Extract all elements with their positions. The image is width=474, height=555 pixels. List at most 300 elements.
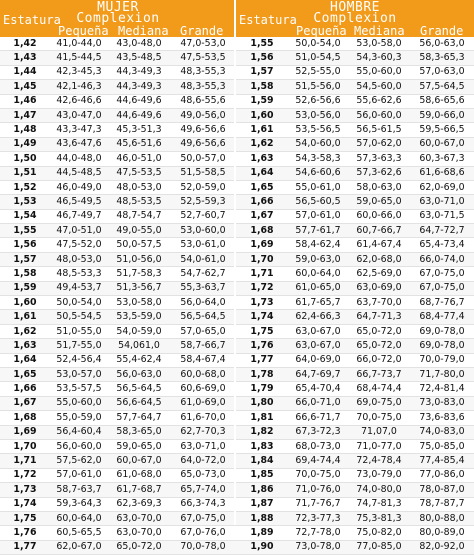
pequena-cell: 61,7-65,7 [288, 296, 348, 310]
mediana-cell: 63,7-70,0 [348, 296, 410, 310]
pequena-cell: 54,0-60,0 [288, 137, 348, 151]
mediana-cell: 48,5-53,5 [108, 195, 170, 209]
grande-cell: 49,6-56,6 [170, 137, 236, 151]
pequena-cell: 72,3-77,3 [288, 511, 348, 525]
estatura-cell: 1,87 [236, 497, 288, 511]
pequena-cell: 67,3-72,3 [288, 425, 348, 439]
estatura-cell: 1,73 [0, 483, 50, 497]
mediana-cell: 43,0-48,0 [108, 37, 170, 51]
table-row [236, 526, 474, 540]
estatura-cell: 1,65 [236, 180, 288, 194]
grande-cell: 67,0-75,0 [170, 511, 236, 525]
mujer-mediana-header: Mediana [118, 24, 169, 38]
mediana-cell: 71,0-77,0 [348, 439, 410, 453]
grande-cell: 67,0-75,0 [410, 267, 474, 281]
table-row [236, 296, 474, 310]
grande-cell: 55,3-63,7 [170, 281, 236, 295]
mediana-cell: 54,5-60,0 [348, 80, 410, 94]
table-row [0, 439, 236, 453]
estatura-cell: 1,45 [0, 80, 50, 94]
hombre-table [236, 37, 474, 555]
mediana-cell: 44,6-49,6 [108, 94, 170, 108]
grande-cell: 58,3-65,3 [410, 51, 474, 65]
mediana-cell: 55,0-60,0 [348, 65, 410, 79]
table-row [236, 51, 474, 65]
pequena-cell: 51,7-55,0 [50, 339, 108, 353]
estatura-cell: 1,80 [236, 396, 288, 410]
grande-cell: 64,0-72,0 [170, 454, 236, 468]
estatura-cell: 1,85 [236, 468, 288, 482]
mediana-cell: 63,0-70,0 [108, 511, 170, 525]
mediana-cell: 62,5-69,0 [348, 267, 410, 281]
table-row [236, 238, 474, 252]
table-row [236, 540, 474, 554]
mediana-cell: 44,6-49,6 [108, 108, 170, 122]
table-row [0, 425, 236, 439]
estatura-cell: 1,59 [236, 94, 288, 108]
estatura-cell: 1,61 [236, 123, 288, 137]
pequena-cell: 53,5-56,5 [288, 123, 348, 137]
estatura-cell: 1,64 [0, 353, 50, 367]
grande-cell: 65,4-73,4 [410, 238, 474, 252]
table-row [236, 339, 474, 353]
estatura-cell: 1,58 [0, 267, 50, 281]
grande-cell: 50,0-57,0 [170, 152, 236, 166]
estatura-cell: 1,48 [0, 123, 50, 137]
estatura-cell: 1,67 [0, 396, 50, 410]
table-row [0, 483, 236, 497]
mediana-cell: 55,6-62,6 [348, 94, 410, 108]
grande-cell: 68,4-77,4 [410, 310, 474, 324]
mediana-cell: 54,061,0 [108, 339, 170, 353]
table-row [0, 108, 236, 122]
table-row [0, 238, 236, 252]
table-row [236, 80, 474, 94]
pequena-cell: 43,6-47,6 [50, 137, 108, 151]
grande-cell: 77,4-85,4 [410, 454, 474, 468]
grande-cell: 73,6-83,6 [410, 411, 474, 425]
table-row [236, 224, 474, 238]
mediana-cell: 59,0-65,0 [348, 195, 410, 209]
mediana-cell: 45,6-51,6 [108, 137, 170, 151]
grande-cell: 51,5-58,5 [170, 166, 236, 180]
table-row [236, 281, 474, 295]
pequena-cell: 57,0-61,0 [288, 209, 348, 223]
grande-cell: 53,0-61,0 [170, 238, 236, 252]
table-row [0, 497, 236, 511]
mediana-cell: 51,3-56,7 [108, 281, 170, 295]
hombre-pequena-header: Pequeña [296, 24, 347, 38]
estatura-cell: 1,63 [0, 339, 50, 353]
mediana-cell: 58,3-65,0 [108, 425, 170, 439]
pequena-cell: 61,0-65,0 [288, 281, 348, 295]
grande-cell: 49,0-56,0 [170, 108, 236, 122]
pequena-cell: 50,0-54,0 [288, 37, 348, 51]
mediana-cell: 57,3-63,3 [348, 152, 410, 166]
table-row [0, 209, 236, 223]
mediana-cell: 72,4-78,4 [348, 454, 410, 468]
grande-cell: 56,0-64,0 [170, 296, 236, 310]
table-row [0, 195, 236, 209]
grande-cell: 74,0-83,0 [410, 425, 474, 439]
estatura-cell: 1,47 [0, 108, 50, 122]
grande-cell: 54,7-62,7 [170, 267, 236, 281]
estatura-cell: 1,50 [0, 152, 50, 166]
table-row [236, 382, 474, 396]
estatura-cell: 1,64 [236, 166, 288, 180]
table-row [0, 180, 236, 194]
mujer-section [0, 0, 236, 555]
grande-cell: 52,5-59,3 [170, 195, 236, 209]
pequena-cell: 50,0-54,0 [50, 296, 108, 310]
table-row [0, 411, 236, 425]
estatura-cell: 1,42 [0, 37, 50, 51]
table-row [0, 123, 236, 137]
mediana-cell: 44,3-49,3 [108, 65, 170, 79]
pequena-cell: 58,7-63,7 [50, 483, 108, 497]
pequena-cell: 42,1-46,3 [50, 80, 108, 94]
grande-cell: 72,4-81,4 [410, 382, 474, 396]
table-row [0, 252, 236, 266]
table-row [236, 195, 474, 209]
pequena-cell: 49,4-53,7 [50, 281, 108, 295]
estatura-cell: 1,54 [0, 209, 50, 223]
estatura-cell: 1,71 [236, 267, 288, 281]
mujer-grande-header: Grande [180, 24, 224, 38]
mediana-cell: 56,6-64,5 [108, 396, 170, 410]
table-row [0, 324, 236, 338]
table-row [0, 166, 236, 180]
mediana-cell: 60,7-66,7 [348, 224, 410, 238]
estatura-cell: 1,77 [236, 353, 288, 367]
table-row [236, 267, 474, 281]
grande-cell: 48,3-55,3 [170, 65, 236, 79]
pequena-cell: 69,4-74,4 [288, 454, 348, 468]
grande-cell: 56,5-64,5 [170, 310, 236, 324]
grande-cell: 54,0-61,0 [170, 252, 236, 266]
pequena-cell: 70,0-75,0 [288, 468, 348, 482]
table-row [0, 137, 236, 151]
table-row [0, 353, 236, 367]
mediana-cell: 68,4-74,4 [348, 382, 410, 396]
hombre-estatura-header: Estatura [239, 13, 297, 27]
mediana-cell: 71,07,0 [348, 425, 410, 439]
estatura-cell: 1,69 [0, 425, 50, 439]
pequena-cell: 44,5-48,5 [50, 166, 108, 180]
table-row [236, 137, 474, 151]
grande-cell: 68,7-76,7 [410, 296, 474, 310]
grande-cell: 60,3-67,3 [410, 152, 474, 166]
pequena-cell: 42,6-46,6 [50, 94, 108, 108]
estatura-cell: 1,65 [0, 367, 50, 381]
estatura-cell: 1,70 [236, 252, 288, 266]
pequena-cell: 60,0-64,0 [50, 511, 108, 525]
estatura-cell: 1,74 [236, 310, 288, 324]
hombre-section [236, 0, 474, 555]
table-row [0, 51, 236, 65]
pequena-cell: 62,4-66,3 [288, 310, 348, 324]
mediana-cell: 74,7-81,3 [348, 497, 410, 511]
estatura-cell: 1,68 [0, 411, 50, 425]
pequena-cell: 56,4-60,4 [50, 425, 108, 439]
grande-cell: 66,3-74,3 [170, 497, 236, 511]
mediana-cell: 48,0-53,0 [108, 180, 170, 194]
mediana-cell: 69,0-75,0 [348, 396, 410, 410]
grande-cell: 70,0-78,0 [170, 540, 236, 554]
grande-cell: 58,7-66,7 [170, 339, 236, 353]
table-row [0, 296, 236, 310]
grande-cell: 64,7-72,7 [410, 224, 474, 238]
mediana-cell: 63,0-69,0 [348, 281, 410, 295]
table-row [236, 94, 474, 108]
grande-cell: 71,7-80,0 [410, 367, 474, 381]
estatura-cell: 1,76 [0, 526, 50, 540]
grande-cell: 63,0-71,0 [170, 439, 236, 453]
pequena-cell: 43,0-47,0 [50, 108, 108, 122]
grande-cell: 57,0-63,0 [410, 65, 474, 79]
pequena-cell: 73,0-78,0 [288, 540, 348, 554]
pequena-cell: 51,5-56,0 [288, 80, 348, 94]
grande-cell: 59,5-66,5 [410, 123, 474, 137]
hombre-header [236, 0, 474, 37]
mediana-cell: 65,0-72,0 [348, 339, 410, 353]
mediana-cell: 43,5-48,5 [108, 51, 170, 65]
grande-cell: 60,0-67,0 [410, 137, 474, 151]
table-row [236, 108, 474, 122]
mediana-cell: 77,0-85,0 [348, 540, 410, 554]
table-row [0, 396, 236, 410]
estatura-cell: 1,44 [0, 65, 50, 79]
table-row [0, 454, 236, 468]
mediana-cell: 64,7-71,3 [348, 310, 410, 324]
estatura-cell: 1,86 [236, 483, 288, 497]
mediana-cell: 49,0-55,0 [108, 224, 170, 238]
pequena-cell: 72,7-78,0 [288, 526, 348, 540]
mediana-cell: 58,0-63,0 [348, 180, 410, 194]
mediana-cell: 56,5-64,5 [108, 382, 170, 396]
table-row [0, 339, 236, 353]
table-row [236, 324, 474, 338]
pequena-cell: 57,0-61,0 [50, 468, 108, 482]
mediana-cell: 54,0-59,0 [108, 324, 170, 338]
mediana-cell: 57,7-64,7 [108, 411, 170, 425]
mediana-cell: 57,3-62,6 [348, 166, 410, 180]
mediana-cell: 62,3-69,3 [108, 497, 170, 511]
estatura-cell: 1,75 [0, 511, 50, 525]
grande-cell: 69,0-78,0 [410, 324, 474, 338]
table-row [0, 310, 236, 324]
estatura-cell: 1,57 [0, 252, 50, 266]
pequena-cell: 55,0-61,0 [288, 180, 348, 194]
table-row [0, 267, 236, 281]
mediana-cell: 56,5-61,5 [348, 123, 410, 137]
mujer-pequena-header: Pequeña [58, 24, 109, 38]
estatura-cell: 1,77 [0, 540, 50, 554]
grande-cell: 75,0-85,0 [410, 439, 474, 453]
pequena-cell: 43,3-47,3 [50, 123, 108, 137]
mediana-cell: 51,7-58,3 [108, 267, 170, 281]
grande-cell: 57,0-65,0 [170, 324, 236, 338]
grande-cell: 57,5-64,5 [410, 80, 474, 94]
table-row [236, 439, 474, 453]
estatura-cell: 1,75 [236, 324, 288, 338]
hombre-grande-header: Grande [420, 24, 464, 38]
estatura-cell: 1,89 [236, 526, 288, 540]
grande-cell: 52,7-60,7 [170, 209, 236, 223]
grande-cell: 80,0-88,0 [410, 511, 474, 525]
mediana-cell: 53,5-59,0 [108, 310, 170, 324]
estatura-cell: 1,70 [0, 439, 50, 453]
pequena-cell: 68,0-73,0 [288, 439, 348, 453]
pequena-cell: 50,5-54,5 [50, 310, 108, 324]
estatura-cell: 1,82 [236, 425, 288, 439]
mediana-cell: 63,0-70,0 [108, 526, 170, 540]
grande-cell: 60,6-69,0 [170, 382, 236, 396]
mediana-cell: 50,0-57,5 [108, 238, 170, 252]
table-row [0, 382, 236, 396]
grande-cell: 62,0-69,0 [410, 180, 474, 194]
estatura-cell: 1,58 [236, 80, 288, 94]
estatura-cell: 1,63 [236, 152, 288, 166]
table-row [236, 497, 474, 511]
grande-cell: 48,3-55,3 [170, 80, 236, 94]
estatura-cell: 1,60 [0, 296, 50, 310]
table-row [236, 411, 474, 425]
pequena-cell: 48,0-53,0 [50, 252, 108, 266]
pequena-cell: 44,0-48,0 [50, 152, 108, 166]
estatura-cell: 1,73 [236, 296, 288, 310]
mediana-cell: 65,0-72,0 [348, 324, 410, 338]
grande-cell: 58,4-67,4 [170, 353, 236, 367]
mediana-cell: 70,0-75,0 [348, 411, 410, 425]
table-row [0, 37, 236, 51]
table-row [0, 526, 236, 540]
mujer-header [0, 0, 236, 37]
mediana-cell: 62,0-68,0 [348, 252, 410, 266]
estatura-cell: 1,55 [0, 224, 50, 238]
estatura-cell: 1,56 [236, 51, 288, 65]
estatura-cell: 1,83 [236, 439, 288, 453]
mujer-estatura-header: Estatura [3, 13, 61, 27]
table-row [236, 468, 474, 482]
estatura-cell: 1,56 [0, 238, 50, 252]
mediana-cell: 60,0-66,0 [348, 209, 410, 223]
mediana-cell: 44,3-49,3 [108, 80, 170, 94]
estatura-cell: 1,71 [0, 454, 50, 468]
mediana-cell: 65,0-72,0 [108, 540, 170, 554]
grande-cell: 59,0-66,0 [410, 108, 474, 122]
grande-cell: 65,7-74,0 [170, 483, 236, 497]
grande-cell: 66,0-74,0 [410, 252, 474, 266]
pequena-cell: 55,0-60,0 [50, 396, 108, 410]
pequena-cell: 66,0-71,0 [288, 396, 348, 410]
pequena-cell: 64,0-69,0 [288, 353, 348, 367]
mujer-complexion-label: Complexion [76, 11, 160, 26]
grande-cell: 58,6-65,6 [410, 94, 474, 108]
table-row [236, 252, 474, 266]
table-row [236, 511, 474, 525]
grande-cell: 77,0-86,0 [410, 468, 474, 482]
pequena-cell: 59,0-63,0 [288, 252, 348, 266]
estatura-cell: 1,62 [0, 324, 50, 338]
pequena-cell: 54,6-60,6 [288, 166, 348, 180]
mediana-cell: 53,0-58,0 [108, 296, 170, 310]
grande-cell: 62,7-70,3 [170, 425, 236, 439]
pequena-cell: 47,0-51,0 [50, 224, 108, 238]
estatura-cell: 1,78 [236, 367, 288, 381]
pequena-cell: 53,0-57,0 [50, 367, 108, 381]
table-row [0, 511, 236, 525]
table-row [0, 80, 236, 94]
pequena-cell: 65,4-70,4 [288, 382, 348, 396]
mediana-cell: 73,0-79,0 [348, 468, 410, 482]
mediana-cell: 57,0-62,0 [348, 137, 410, 151]
table-row [0, 367, 236, 381]
hombre-mediana-header: Mediana [354, 24, 405, 38]
estatura-cell: 1,88 [236, 511, 288, 525]
pequena-cell: 53,5-57,5 [50, 382, 108, 396]
estatura-cell: 1,67 [236, 209, 288, 223]
pequena-cell: 62,0-67,0 [50, 540, 108, 554]
grande-cell: 47,0-53,0 [170, 37, 236, 51]
grande-cell: 61,6-68,6 [410, 166, 474, 180]
pequena-cell: 46,5-49,5 [50, 195, 108, 209]
table-row [0, 540, 236, 554]
estatura-cell: 1,49 [0, 137, 50, 151]
table-row [236, 65, 474, 79]
table-row [236, 180, 474, 194]
estatura-cell: 1,72 [236, 281, 288, 295]
pequena-cell: 60,5-65,5 [50, 526, 108, 540]
estatura-cell: 1,76 [236, 339, 288, 353]
table-row [0, 152, 236, 166]
pequena-cell: 53,0-56,0 [288, 108, 348, 122]
pequena-cell: 46,7-49,7 [50, 209, 108, 223]
estatura-cell: 1,90 [236, 540, 288, 554]
estatura-cell: 1,60 [236, 108, 288, 122]
grande-cell: 61,6-70,0 [170, 411, 236, 425]
grande-cell: 52,0-59,0 [170, 180, 236, 194]
grande-cell: 67,0-76,0 [170, 526, 236, 540]
table-row [0, 65, 236, 79]
pequena-cell: 56,0-60,0 [50, 439, 108, 453]
estatura-cell: 1,84 [236, 454, 288, 468]
table-row [236, 310, 474, 324]
estatura-cell: 1,69 [236, 238, 288, 252]
mediana-cell: 47,5-53,5 [108, 166, 170, 180]
pequena-cell: 42,3-45,3 [50, 65, 108, 79]
grande-cell: 49,6-56,6 [170, 123, 236, 137]
mediana-cell: 75,3-81,3 [348, 511, 410, 525]
estatura-cell: 1,72 [0, 468, 50, 482]
table-row [236, 123, 474, 137]
mediana-cell: 61,0-68,0 [108, 468, 170, 482]
mediana-cell: 66,0-72,0 [348, 353, 410, 367]
estatura-cell: 1,81 [236, 411, 288, 425]
pequena-cell: 54,3-58,3 [288, 152, 348, 166]
mediana-cell: 61,7-68,7 [108, 483, 170, 497]
pequena-cell: 51,0-54,5 [288, 51, 348, 65]
grande-cell: 48,6-55,6 [170, 94, 236, 108]
pequena-cell: 57,7-61,7 [288, 224, 348, 238]
mediana-cell: 51,0-56,0 [108, 252, 170, 266]
pequena-cell: 51,0-55,0 [50, 324, 108, 338]
mediana-cell: 74,0-80,0 [348, 483, 410, 497]
mediana-cell: 56,0-63,0 [108, 367, 170, 381]
pequena-cell: 52,6-56,6 [288, 94, 348, 108]
pequena-cell: 48,5-53,3 [50, 267, 108, 281]
estatura-cell: 1,79 [236, 382, 288, 396]
